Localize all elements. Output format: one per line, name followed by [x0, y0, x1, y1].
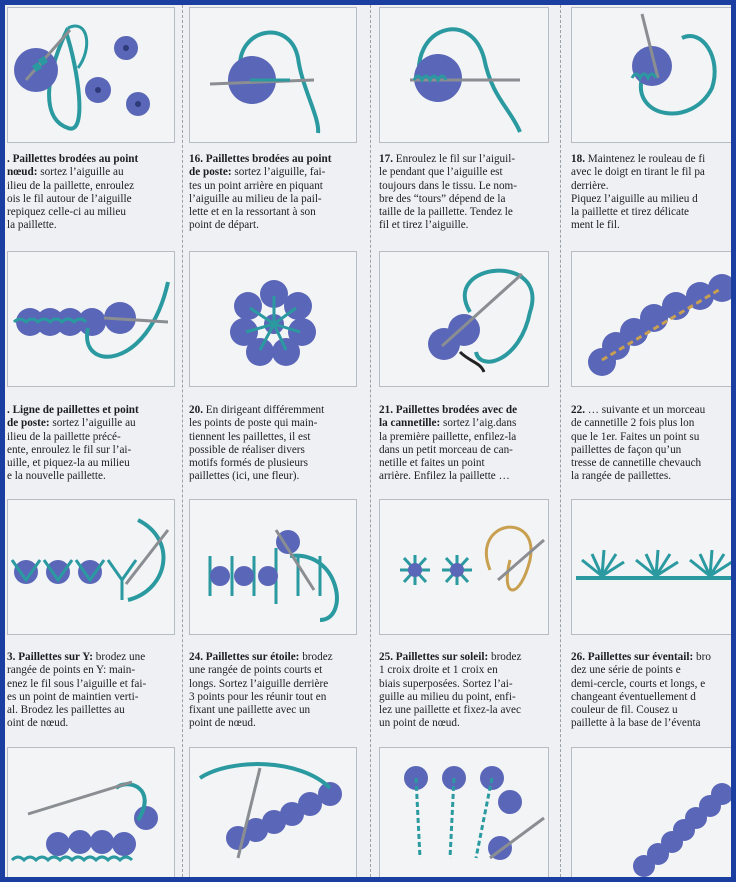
caption-step-18: 18. Maintenez le rouleau de fi avec le doigt en tirant le fil pa derrière. Piquez l’aiguille au milieu d la paillette et tirez délicate ment le fil.: [571, 153, 706, 232]
illustration-sequin-knot-stitch: [7, 7, 175, 143]
illustration-sequin-backstitch: [189, 7, 357, 143]
illustration-sun-stitch: [379, 499, 549, 635]
illustration-sequin-curve: [571, 747, 736, 882]
caption-step-20: 20. En dirigeant différemment les points de poste qui main- tiennent les paillettes, il est possible de réaliser divers motifs formés de plusieurs paillettes (ici, une fleur).: [189, 404, 325, 483]
caption-step-25: 25. Paillettes sur soleil: brodez 1 croix droite et 1 croix en biais superposées. Sortez l’ai- guille au milieu du point, enfi- lez une paillette et fixez-la avec un point de nœud.: [379, 651, 522, 730]
illustration-cannetille: [379, 251, 549, 387]
column-divider: [560, 5, 561, 882]
caption-step-21: 21. Paillettes brodées avec de la cannetille: sortez l’aig.dans la première paillette, enfilez-la dans un petit morceau de can- netille et faites un point arrière. Enfilez la paillette …: [379, 404, 518, 483]
caption-step-24: 24. Paillettes sur étoile: brodez une rangée de points courts et longs. Sortez l’aiguille derrière 3 points pour les réunir tout en fixant une paillette avec un point de nœud.: [189, 651, 333, 730]
caption-step-22: 22. … suivante et un morceau de cannetille 2 fois plus lon que le 1er. Faites un point su paillettes de façon qu’un tresse de cannetille chevauch la rangée de paillettes.: [571, 404, 706, 483]
illustration-y-stitch: [7, 499, 175, 635]
column-divider: [370, 5, 371, 882]
illustration-fan-stitch: [571, 499, 736, 635]
illustration-chain-sequins: [7, 747, 175, 882]
caption-step-17: 17. Enroulez le fil sur l’aiguil- le pendant que l’aiguille est toujours dans le tissu. Le nom- bre des “tours” dépend de la taille de la paillette. Tendez le fil et tirez l’aiguille.: [379, 153, 517, 232]
illustration-star-stitch: [189, 499, 357, 635]
caption-step-23: 3. Paillettes sur Y: brodez une rangée de points en Y: main- enez le fil sous l’aiguille et fai- es un point de maintien verti- al. Brodez les paillettes au oint de nœud.: [7, 651, 147, 730]
caption-step-16: 16. Paillettes brodées au point de poste: sortez l’aiguille, fai- tes un point arrière en piquant l’aiguille au milieu de la pail- lette et en la ressortant à son point de départ.: [189, 153, 332, 232]
illustration-sequin-row-needle: [189, 747, 357, 882]
illustration-cannetille-braid: [571, 251, 736, 387]
illustration-hold-roll: [571, 7, 736, 143]
caption-step-19: . Ligne de paillettes et point de poste: sortez l’aiguille au ilieu de la paillette précé- ente, enroulez le fil sur l’ai- uille, et piquez-la au milieu e la nouvelle paillette.: [7, 404, 139, 483]
caption-step-15: . Paillettes brodées au point nœud: sortez l’aiguille au ilieu de la paillette, enroulez ois le fil autour de l’aiguille repiquez celle-ci au milieu la paillette.: [7, 153, 139, 232]
illustration-sequin-line: [7, 251, 175, 387]
caption-step-26: 26. Paillettes sur éventail: bro dez une série de points e demi-cercle, courts et longs, e changeant éventuellement d couleur de fil. Cousez u paillette à la base de l’éventa: [571, 651, 711, 730]
illustration-sequin-fringe: [379, 747, 549, 882]
column-divider: [182, 5, 183, 882]
illustration-wrap-thread: [379, 7, 549, 143]
illustration-sequin-flower: [189, 251, 357, 387]
